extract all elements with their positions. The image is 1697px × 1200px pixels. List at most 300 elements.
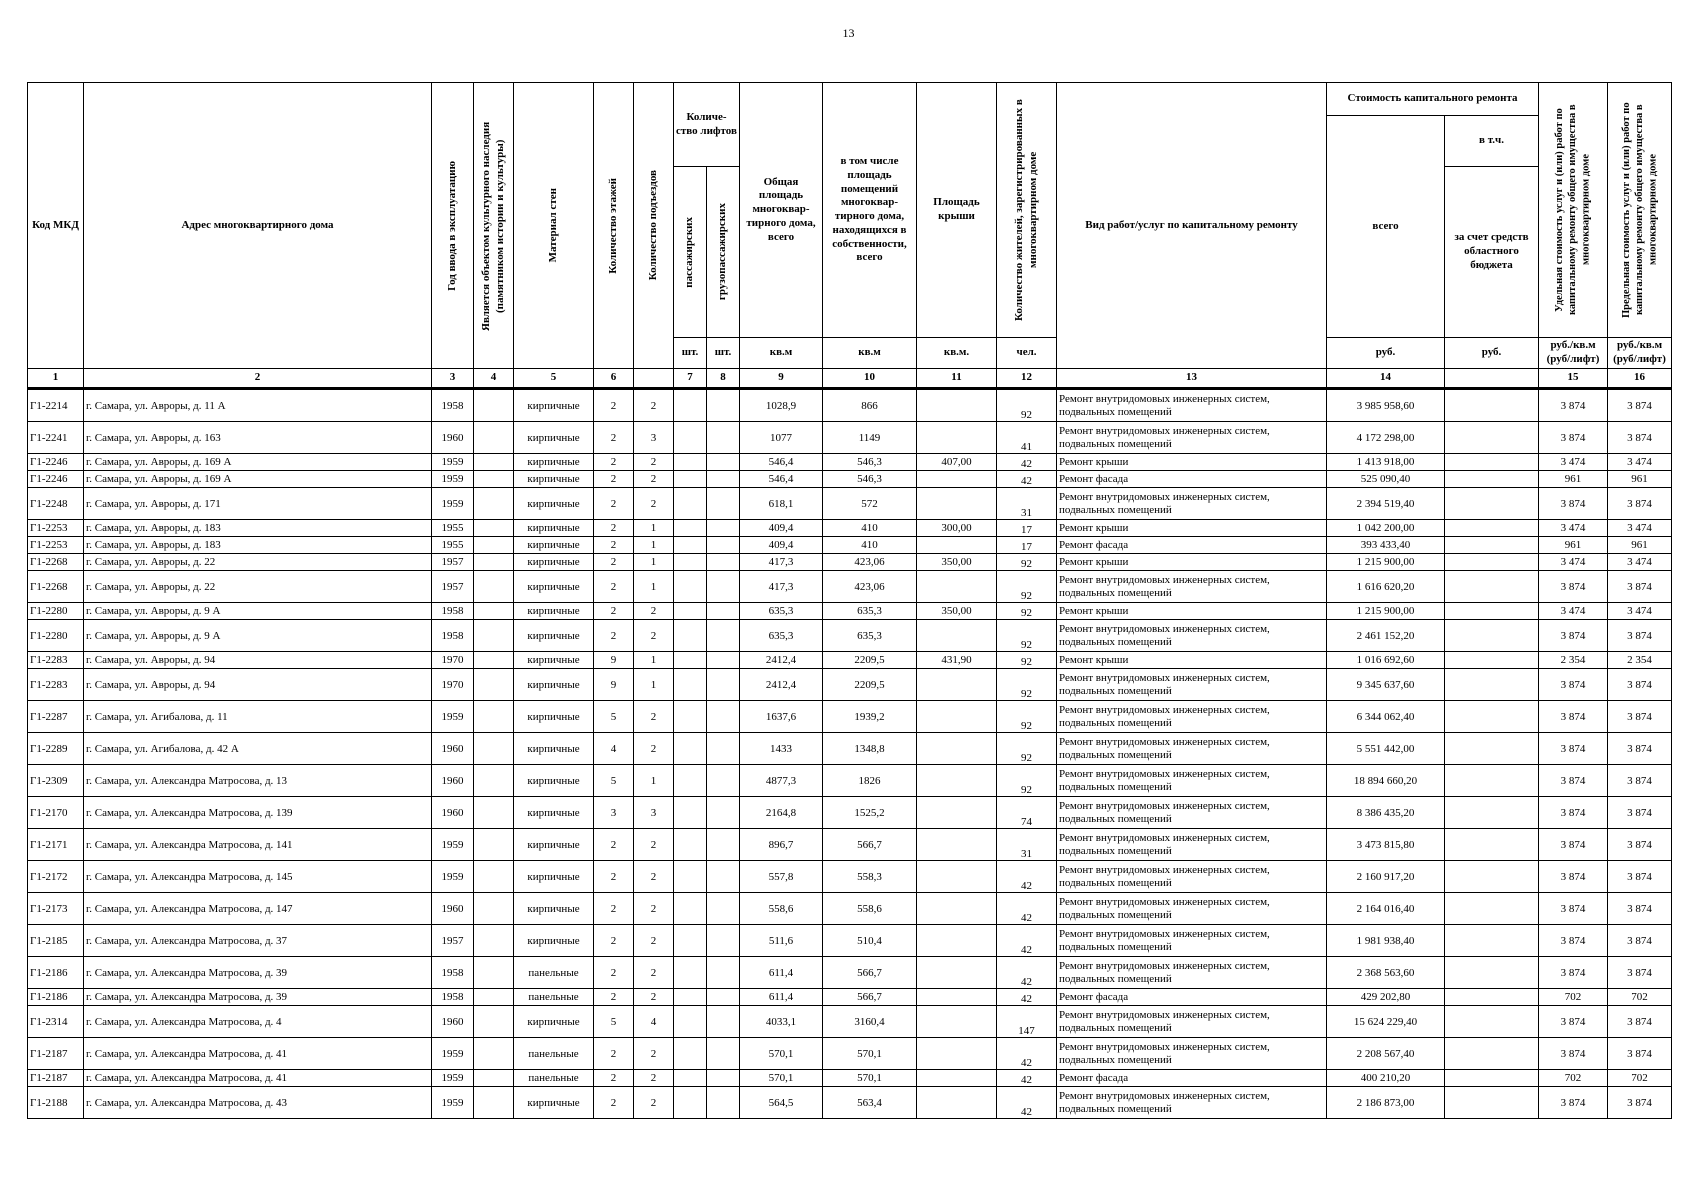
cell-heritage	[474, 669, 514, 701]
cell-lifts-c	[707, 989, 740, 1006]
cell-owned: 1939,2	[823, 701, 917, 733]
cell-owned: 566,7	[823, 957, 917, 989]
cell-address: г. Самара, ул. Александра Матросова, д. 43	[84, 1087, 432, 1119]
cell-unit: 702	[1539, 1070, 1608, 1087]
cell-floors: 2	[594, 829, 634, 861]
cell-floors: 2	[594, 1070, 634, 1087]
cell-walls: кирпичные	[514, 520, 594, 537]
cell-owned: 410	[823, 537, 917, 554]
cell-address: г. Самара, ул. Авроры, д. 94	[84, 652, 432, 669]
table-header	[28, 83, 1672, 389]
cell-unit: 702	[1539, 989, 1608, 1006]
cell-lifts-p	[674, 620, 707, 652]
cell-roof	[917, 1038, 997, 1070]
cell-residents: 42	[997, 957, 1057, 989]
cell-lifts-c	[707, 520, 740, 537]
cell-heritage	[474, 1038, 514, 1070]
cell-owned: 566,7	[823, 989, 917, 1006]
cell-regional	[1445, 520, 1539, 537]
cell-regional	[1445, 765, 1539, 797]
cell-walls: кирпичные	[514, 797, 594, 829]
cell-floors: 2	[594, 537, 634, 554]
cell-kod: Г1-2188	[28, 1087, 84, 1119]
cell-area: 1637,6	[740, 701, 823, 733]
cell-lifts-c	[707, 454, 740, 471]
cell-area: 611,4	[740, 989, 823, 1006]
cell-floors: 2	[594, 620, 634, 652]
cell-lifts-c	[707, 1038, 740, 1070]
cell-kod: Г1-2253	[28, 537, 84, 554]
cell-residents: 92	[997, 733, 1057, 765]
cell-unit: 3 874	[1539, 422, 1608, 454]
col-num: 14	[1327, 369, 1445, 389]
cell-kod: Г1-2172	[28, 861, 84, 893]
cell-area: 618,1	[740, 488, 823, 520]
header-floors: Количество этажей	[594, 83, 634, 369]
cell-heritage	[474, 701, 514, 733]
cell-work: Ремонт фасада	[1057, 537, 1327, 554]
col-num: 6	[594, 369, 634, 389]
cell-entrances: 1	[634, 554, 674, 571]
cell-floors: 5	[594, 765, 634, 797]
cell-entrances: 1	[634, 669, 674, 701]
cell-area: 2164,8	[740, 797, 823, 829]
table-row	[28, 520, 1672, 537]
cell-lifts-c	[707, 797, 740, 829]
cell-roof: 300,00	[917, 520, 997, 537]
table-row	[28, 454, 1672, 471]
cell-unit: 3 874	[1539, 957, 1608, 989]
cell-address: г. Самара, ул. Александра Матросова, д. 13	[84, 765, 432, 797]
table-row	[28, 422, 1672, 454]
cell-walls: панельные	[514, 989, 594, 1006]
cell-lifts-c	[707, 537, 740, 554]
cell-year: 1960	[432, 797, 474, 829]
cell-year: 1959	[432, 701, 474, 733]
cell-entrances: 2	[634, 620, 674, 652]
cell-kod: Г1-2283	[28, 652, 84, 669]
cell-floors: 2	[594, 989, 634, 1006]
cell-unit: 3 474	[1539, 554, 1608, 571]
cell-walls: кирпичные	[514, 389, 594, 422]
cell-lifts-p	[674, 669, 707, 701]
cell-regional	[1445, 488, 1539, 520]
cell-max: 3 874	[1608, 829, 1672, 861]
cell-year: 1959	[432, 488, 474, 520]
cell-heritage	[474, 520, 514, 537]
header-lifts: Количе-ство лифтов	[674, 83, 740, 167]
cell-max: 3 874	[1608, 1006, 1672, 1038]
cell-area: 2412,4	[740, 669, 823, 701]
cell-roof: 407,00	[917, 454, 997, 471]
table-row	[28, 537, 1672, 554]
cell-year: 1959	[432, 1070, 474, 1087]
cell-year: 1960	[432, 765, 474, 797]
cell-walls: кирпичные	[514, 925, 594, 957]
table-row	[28, 669, 1672, 701]
cell-address: г. Самара, ул. Агибалова, д. 42 А	[84, 733, 432, 765]
cell-heritage	[474, 454, 514, 471]
cell-kod: Г1-2170	[28, 797, 84, 829]
cell-kod: Г1-2186	[28, 989, 84, 1006]
cell-max: 3 874	[1608, 925, 1672, 957]
table-row	[28, 701, 1672, 733]
cell-work: Ремонт внутридомовых инженерных систем, подвальных помещений	[1057, 957, 1327, 989]
cell-entrances: 2	[634, 1087, 674, 1119]
cell-year: 1959	[432, 1038, 474, 1070]
col-num: 4	[474, 369, 514, 389]
cell-address: г. Самара, ул. Авроры, д. 11 А	[84, 389, 432, 422]
cell-kod: Г1-2241	[28, 422, 84, 454]
cell-roof	[917, 989, 997, 1006]
cell-floors: 2	[594, 389, 634, 422]
cell-roof	[917, 925, 997, 957]
cell-regional	[1445, 733, 1539, 765]
cell-owned: 563,4	[823, 1087, 917, 1119]
cell-regional	[1445, 701, 1539, 733]
cell-walls: панельные	[514, 1038, 594, 1070]
cell-year: 1970	[432, 669, 474, 701]
cell-lifts-p	[674, 1038, 707, 1070]
cell-heritage	[474, 537, 514, 554]
cell-floors: 2	[594, 925, 634, 957]
cell-unit: 3 874	[1539, 733, 1608, 765]
cell-work: Ремонт внутридомовых инженерных систем, подвальных помещений	[1057, 669, 1327, 701]
cell-owned: 546,3	[823, 471, 917, 488]
cell-area: 1077	[740, 422, 823, 454]
cell-area: 409,4	[740, 520, 823, 537]
cell-heritage	[474, 488, 514, 520]
cell-unit: 961	[1539, 537, 1608, 554]
cell-kod: Г1-2185	[28, 925, 84, 957]
cell-residents: 92	[997, 765, 1057, 797]
cell-area: 546,4	[740, 454, 823, 471]
cell-kod: Г1-2171	[28, 829, 84, 861]
cell-max: 3 874	[1608, 701, 1672, 733]
cell-cost: 393 433,40	[1327, 537, 1445, 554]
cell-work: Ремонт внутридомовых инженерных систем, подвальных помещений	[1057, 1006, 1327, 1038]
cell-heritage	[474, 925, 514, 957]
cell-kod: Г1-2214	[28, 389, 84, 422]
cell-regional	[1445, 957, 1539, 989]
cell-residents: 92	[997, 571, 1057, 603]
cell-floors: 2	[594, 861, 634, 893]
cell-floors: 2	[594, 1087, 634, 1119]
cell-entrances: 2	[634, 454, 674, 471]
cell-work: Ремонт фасада	[1057, 471, 1327, 488]
cell-unit: 3 874	[1539, 669, 1608, 701]
cell-cost: 3 985 958,60	[1327, 389, 1445, 422]
cell-cost: 1 616 620,20	[1327, 571, 1445, 603]
cell-roof: 350,00	[917, 603, 997, 620]
cell-cost: 2 160 917,20	[1327, 861, 1445, 893]
cell-lifts-p	[674, 989, 707, 1006]
cell-year: 1960	[432, 893, 474, 925]
cell-floors: 4	[594, 733, 634, 765]
cell-lifts-p	[674, 829, 707, 861]
cell-max: 3 874	[1608, 488, 1672, 520]
cell-area: 558,6	[740, 893, 823, 925]
cell-work: Ремонт внутридомовых инженерных систем, подвальных помещений	[1057, 765, 1327, 797]
cell-residents: 42	[997, 1038, 1057, 1070]
cell-area: 896,7	[740, 829, 823, 861]
cell-area: 564,5	[740, 1087, 823, 1119]
cell-work: Ремонт внутридомовых инженерных систем, подвальных помещений	[1057, 733, 1327, 765]
cell-area: 635,3	[740, 603, 823, 620]
cell-residents: 17	[997, 520, 1057, 537]
cell-lifts-p	[674, 520, 707, 537]
cell-lifts-c	[707, 669, 740, 701]
cell-entrances: 1	[634, 537, 674, 554]
cell-lifts-c	[707, 1087, 740, 1119]
cell-regional	[1445, 797, 1539, 829]
table-row	[28, 893, 1672, 925]
cell-roof	[917, 765, 997, 797]
cell-area: 417,3	[740, 571, 823, 603]
cell-unit: 3 874	[1539, 1006, 1608, 1038]
cell-floors: 9	[594, 669, 634, 701]
cell-area: 1028,9	[740, 389, 823, 422]
cell-entrances: 2	[634, 1038, 674, 1070]
cell-residents: 42	[997, 893, 1057, 925]
cell-work: Ремонт крыши	[1057, 554, 1327, 571]
col-num: 10	[823, 369, 917, 389]
cell-year: 1959	[432, 454, 474, 471]
unit-rub-2: руб.	[1445, 338, 1539, 369]
cell-work: Ремонт крыши	[1057, 603, 1327, 620]
cell-floors: 3	[594, 797, 634, 829]
cell-regional	[1445, 1087, 1539, 1119]
cell-lifts-p	[674, 454, 707, 471]
cell-lifts-c	[707, 554, 740, 571]
cell-max: 3 874	[1608, 1087, 1672, 1119]
cell-regional	[1445, 1070, 1539, 1087]
cell-regional	[1445, 1006, 1539, 1038]
table-row	[28, 765, 1672, 797]
cell-max: 3 874	[1608, 797, 1672, 829]
cell-max: 3 474	[1608, 554, 1672, 571]
cell-owned: 566,7	[823, 829, 917, 861]
cell-residents: 92	[997, 389, 1057, 422]
cell-unit: 3 874	[1539, 1087, 1608, 1119]
cell-residents: 92	[997, 620, 1057, 652]
cell-regional	[1445, 422, 1539, 454]
cell-walls: кирпичные	[514, 829, 594, 861]
cell-year: 1970	[432, 652, 474, 669]
cell-lifts-p	[674, 957, 707, 989]
cell-max: 3 874	[1608, 620, 1672, 652]
cell-residents: 42	[997, 1070, 1057, 1087]
cell-work: Ремонт крыши	[1057, 454, 1327, 471]
cell-residents: 42	[997, 989, 1057, 1006]
cell-cost: 2 208 567,40	[1327, 1038, 1445, 1070]
cell-residents: 92	[997, 701, 1057, 733]
cell-area: 2412,4	[740, 652, 823, 669]
cell-kod: Г1-2187	[28, 1038, 84, 1070]
cell-roof	[917, 422, 997, 454]
cell-unit: 3 874	[1539, 389, 1608, 422]
cell-owned: 572	[823, 488, 917, 520]
cell-area: 570,1	[740, 1038, 823, 1070]
cell-walls: кирпичные	[514, 537, 594, 554]
cell-entrances: 1	[634, 520, 674, 537]
cell-unit: 3 874	[1539, 571, 1608, 603]
cell-floors: 2	[594, 454, 634, 471]
cell-heritage	[474, 554, 514, 571]
header-walls: Материал стен	[514, 83, 594, 369]
cell-address: г. Самара, ул. Александра Матросова, д. 41	[84, 1070, 432, 1087]
cell-heritage	[474, 620, 514, 652]
cell-roof	[917, 571, 997, 603]
cell-kod: Г1-2246	[28, 454, 84, 471]
cell-regional	[1445, 471, 1539, 488]
cell-owned: 1826	[823, 765, 917, 797]
cell-roof	[917, 797, 997, 829]
cell-unit: 2 354	[1539, 652, 1608, 669]
cell-entrances: 3	[634, 422, 674, 454]
cell-work: Ремонт внутридомовых инженерных систем, подвальных помещений	[1057, 488, 1327, 520]
cell-kod: Г1-2268	[28, 554, 84, 571]
col-num: 13	[1057, 369, 1327, 389]
cell-cost: 9 345 637,60	[1327, 669, 1445, 701]
col-num: 8	[707, 369, 740, 389]
cell-walls: кирпичные	[514, 765, 594, 797]
table-row	[28, 1006, 1672, 1038]
cell-regional	[1445, 603, 1539, 620]
cell-heritage	[474, 893, 514, 925]
cell-lifts-p	[674, 554, 707, 571]
cell-regional	[1445, 989, 1539, 1006]
cell-floors: 2	[594, 1038, 634, 1070]
cell-max: 961	[1608, 537, 1672, 554]
cell-cost: 1 981 938,40	[1327, 925, 1445, 957]
cell-heritage	[474, 829, 514, 861]
cell-residents: 42	[997, 1087, 1057, 1119]
cell-work: Ремонт внутридомовых инженерных систем, подвальных помещений	[1057, 1038, 1327, 1070]
cell-roof	[917, 669, 997, 701]
cell-work: Ремонт внутридомовых инженерных систем, подвальных помещений	[1057, 925, 1327, 957]
cell-max: 3 874	[1608, 669, 1672, 701]
cell-lifts-p	[674, 537, 707, 554]
cell-area: 4033,1	[740, 1006, 823, 1038]
cell-residents: 42	[997, 861, 1057, 893]
cell-heritage	[474, 571, 514, 603]
unit-sqm-3: кв.м.	[917, 338, 997, 369]
cell-owned: 570,1	[823, 1070, 917, 1087]
cell-unit: 3 874	[1539, 488, 1608, 520]
cell-max: 3 874	[1608, 957, 1672, 989]
cell-heritage	[474, 389, 514, 422]
cell-roof	[917, 957, 997, 989]
cell-walls: кирпичные	[514, 861, 594, 893]
cell-lifts-p	[674, 603, 707, 620]
cell-residents: 42	[997, 925, 1057, 957]
cell-floors: 5	[594, 1006, 634, 1038]
cell-lifts-p	[674, 797, 707, 829]
cell-entrances: 2	[634, 488, 674, 520]
cell-address: г. Самара, ул. Авроры, д. 183	[84, 537, 432, 554]
cell-cost: 2 186 873,00	[1327, 1087, 1445, 1119]
cell-address: г. Самара, ул. Авроры, д. 171	[84, 488, 432, 520]
cell-lifts-c	[707, 861, 740, 893]
cell-floors: 2	[594, 571, 634, 603]
cell-area: 546,4	[740, 471, 823, 488]
cell-floors: 2	[594, 471, 634, 488]
cell-regional	[1445, 620, 1539, 652]
cell-residents: 42	[997, 454, 1057, 471]
cell-area: 570,1	[740, 1070, 823, 1087]
table-row	[28, 797, 1672, 829]
cell-regional	[1445, 925, 1539, 957]
unit-sqm-1: кв.м	[740, 338, 823, 369]
cell-entrances: 1	[634, 765, 674, 797]
cell-entrances: 1	[634, 571, 674, 603]
cell-lifts-p	[674, 861, 707, 893]
cell-floors: 2	[594, 520, 634, 537]
header-lifts-passenger: пассажирских	[674, 167, 707, 338]
cell-residents: 31	[997, 829, 1057, 861]
cell-lifts-p	[674, 733, 707, 765]
cell-walls: кирпичные	[514, 488, 594, 520]
cell-floors: 2	[594, 893, 634, 925]
cell-kod: Г1-2248	[28, 488, 84, 520]
cell-walls: панельные	[514, 1070, 594, 1087]
unit-rub-sqm-2: руб./кв.м (руб/лифт)	[1608, 338, 1672, 369]
cell-unit: 3 474	[1539, 520, 1608, 537]
cell-cost: 1 215 900,00	[1327, 554, 1445, 571]
cell-walls: кирпичные	[514, 1087, 594, 1119]
header-max-cost: Предельная стоимость услуг и (или) работ по капитальному ремонту общего имущества в многоквартирном доме	[1608, 83, 1672, 338]
cell-area: 635,3	[740, 620, 823, 652]
cell-kod: Г1-2309	[28, 765, 84, 797]
cell-owned: 2209,5	[823, 652, 917, 669]
header-residents: Количество жителей, зарегистрированных в многоквартирном доме	[997, 83, 1057, 338]
cell-work: Ремонт крыши	[1057, 652, 1327, 669]
col-num: 3	[432, 369, 474, 389]
col-num: 9	[740, 369, 823, 389]
cell-address: г. Самара, ул. Александра Матросова, д. 39	[84, 989, 432, 1006]
header-entrances: Количество подъездов	[634, 83, 674, 369]
cell-kod: Г1-2268	[28, 571, 84, 603]
header-roof-area: Площадь крыши	[917, 83, 997, 338]
cell-regional	[1445, 829, 1539, 861]
table-row	[28, 989, 1672, 1006]
cell-floors: 5	[594, 701, 634, 733]
cell-floors: 2	[594, 957, 634, 989]
cell-roof: 350,00	[917, 554, 997, 571]
cell-lifts-p	[674, 1070, 707, 1087]
cell-regional	[1445, 537, 1539, 554]
cell-regional	[1445, 652, 1539, 669]
cell-owned: 2209,5	[823, 669, 917, 701]
cell-year: 1958	[432, 389, 474, 422]
cell-kod: Г1-2283	[28, 669, 84, 701]
cell-area: 557,8	[740, 861, 823, 893]
cell-residents: 92	[997, 669, 1057, 701]
cell-unit: 3 874	[1539, 620, 1608, 652]
cell-regional	[1445, 571, 1539, 603]
cell-work: Ремонт внутридомовых инженерных систем, подвальных помещений	[1057, 422, 1327, 454]
cell-lifts-p	[674, 389, 707, 422]
cell-heritage	[474, 989, 514, 1006]
cell-owned: 1525,2	[823, 797, 917, 829]
cell-roof	[917, 620, 997, 652]
cell-regional	[1445, 1038, 1539, 1070]
cell-max: 3 474	[1608, 520, 1672, 537]
cell-heritage	[474, 797, 514, 829]
cell-lifts-p	[674, 1006, 707, 1038]
cell-unit: 3 874	[1539, 861, 1608, 893]
